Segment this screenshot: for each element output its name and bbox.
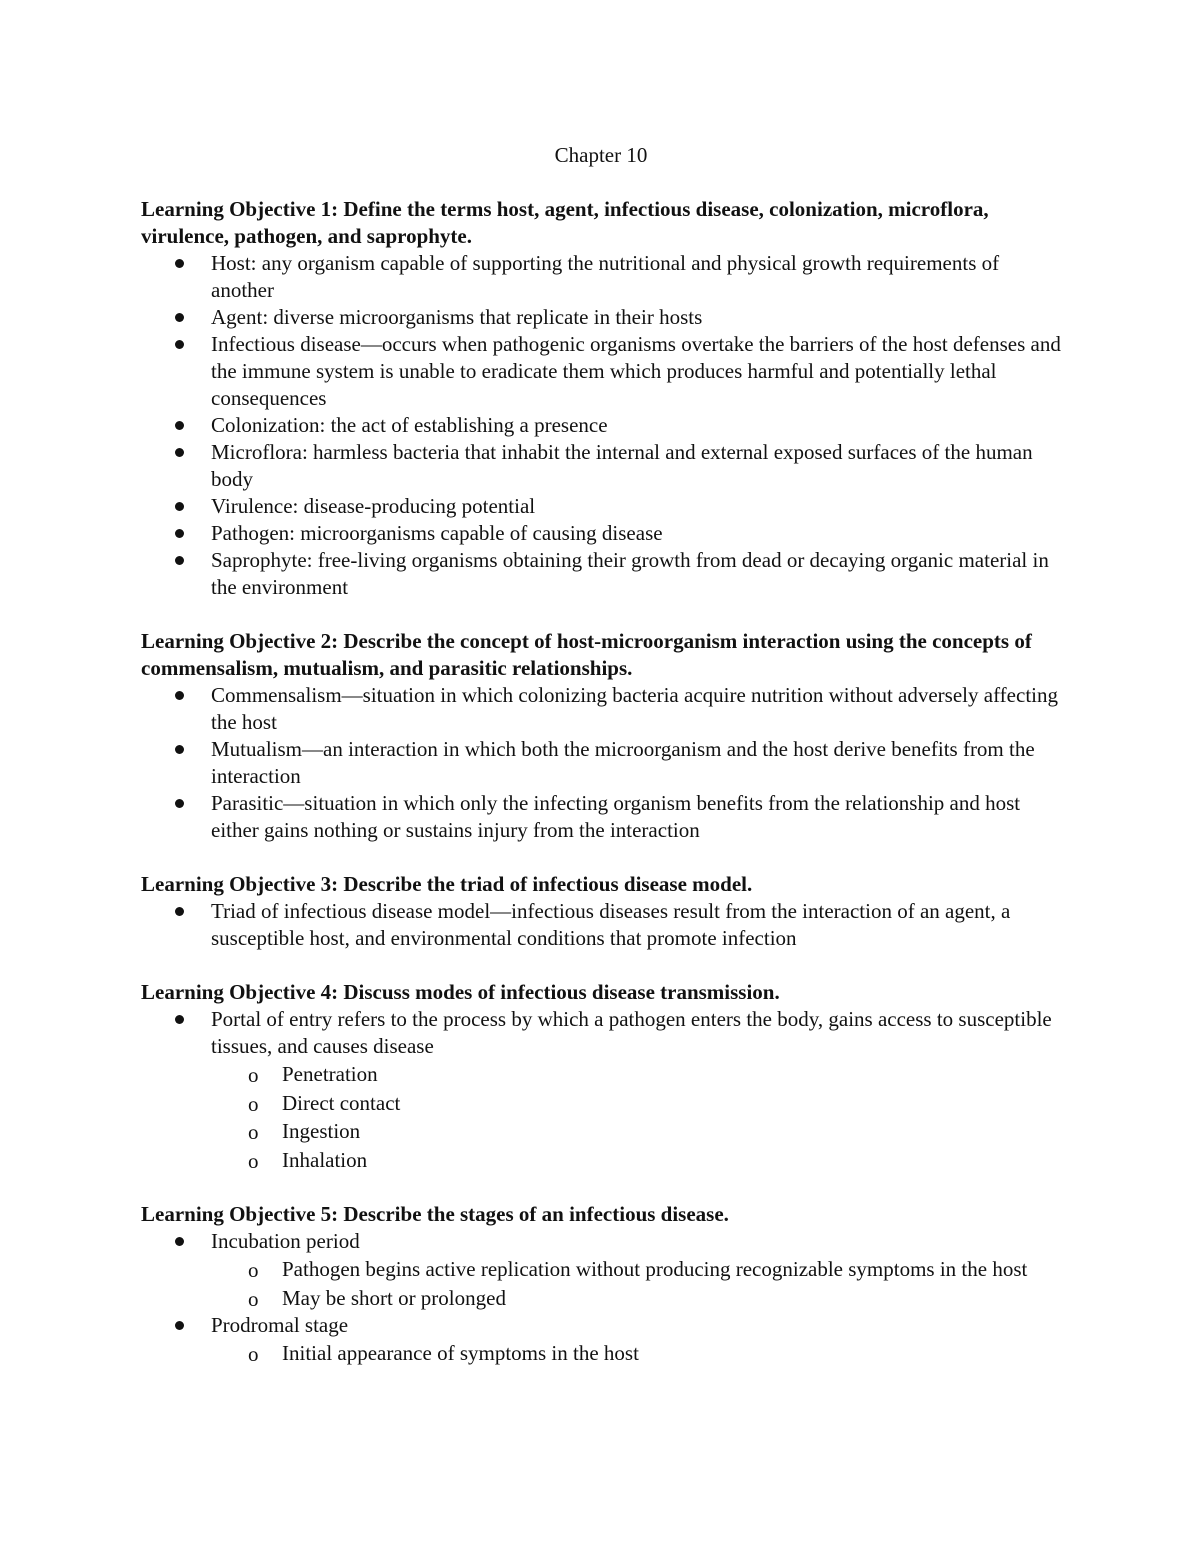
sub-list-item: [211, 1089, 1061, 1118]
learning-objective-heading: Learning Objective 2: Describe the concept of host-microorganism interaction using the concepts of commensalism, mutualism, and parasitic relationships.: [141, 629, 1032, 680]
list-item-text: Mutualism—an interaction in which both the microorganism and the host derive benefits from the interaction: [211, 737, 1035, 788]
bullet-circle-icon: o: [248, 1148, 259, 1173]
list-item: [141, 520, 1061, 547]
bullet-circle-icon: o: [248, 1258, 259, 1282]
list-item-text: Virulence: disease-producing potential: [211, 494, 536, 518]
sub-list-item-text: Pathogen begins active replication without producing recognizable symptoms in the host: [282, 1257, 1028, 1281]
list-item-text: Parasitic—situation in which only the infecting organism benefits from the relationship and host either gains nothing or sustains injury from the interaction: [211, 791, 1021, 842]
list-item: [141, 439, 1061, 493]
learning-objective-section: [141, 1201, 1061, 1368]
bullet-dot-icon: [175, 799, 184, 808]
sub-list-item: [211, 1339, 1061, 1368]
list-item: [141, 547, 1061, 601]
list-item: [141, 1228, 1061, 1312]
sub-list-item-text: Penetration: [282, 1062, 378, 1086]
bullet-circle-icon: o: [248, 1286, 259, 1311]
list-item: [141, 412, 1061, 439]
learning-objective-heading: Learning Objective 5: Describe the stages of an infectious disease.: [141, 1202, 729, 1226]
sub-list-item: [211, 1060, 1061, 1089]
bullet-dot-icon: [175, 907, 184, 916]
sub-list-item: [211, 1117, 1061, 1146]
bullet-list: [141, 898, 1061, 952]
bullet-circle-icon: o: [248, 1063, 259, 1087]
bullet-list: [141, 1006, 1061, 1174]
objectives-container: [141, 196, 1061, 1368]
list-item-text: Infectious disease—occurs when pathogenic organisms overtake the barriers of the host defenses and the immune system is unable to eradicate them which produces harmful and potentially lethal consequences: [211, 332, 1061, 410]
bullet-dot-icon: [175, 691, 184, 700]
bullet-list: [141, 250, 1061, 601]
bullet-dot-icon: [175, 421, 184, 430]
list-item: [141, 790, 1061, 844]
bullet-dot-icon: [175, 1237, 184, 1246]
sub-list-item-text: Direct contact: [282, 1090, 401, 1115]
bullet-dot-icon: [175, 448, 184, 457]
list-item: [141, 493, 1061, 520]
bullet-dot-icon: [175, 1015, 184, 1024]
bullet-dot-icon: [175, 556, 184, 565]
list-item-text: Portal of entry refers to the process by which a pathogen enters the body, gains access to susceptible tissues, and causes disease: [211, 1007, 1052, 1058]
list-item-text: Microflora: harmless bacteria that inhabit the internal and external exposed surfaces of the human body: [211, 440, 1033, 491]
list-item: [141, 250, 1061, 304]
sub-bullet-list: [211, 1060, 1061, 1174]
list-item: [141, 1312, 1061, 1368]
learning-objective-heading: Learning Objective 4: Discuss modes of infectious disease transmission.: [141, 980, 780, 1004]
list-item: [141, 682, 1061, 736]
list-item: [141, 304, 1061, 331]
learning-objective-section: [141, 871, 1061, 952]
document-page: [141, 142, 1061, 1395]
sub-list-item: [211, 1255, 1061, 1284]
bullet-circle-icon: o: [248, 1342, 259, 1366]
learning-objective-section: [141, 196, 1061, 601]
list-item: [141, 331, 1061, 412]
list-item-text: Triad of infectious disease model—infectious diseases result from the interaction of an agent, a susceptible host, and environmental conditions that promote infection: [211, 899, 1011, 950]
list-item-text: Host: any organism capable of supporting the nutritional and physical growth requirements of another: [211, 251, 1000, 302]
sub-list-item-text: Ingestion: [282, 1119, 361, 1143]
learning-objective-section: [141, 628, 1061, 844]
sub-list-item-text: Initial appearance of symptoms in the host: [282, 1341, 639, 1365]
bullet-list: [141, 1228, 1061, 1368]
list-item: [141, 736, 1061, 790]
sub-list-item: [211, 1146, 1061, 1175]
sub-bullet-list: [211, 1255, 1061, 1312]
bullet-dot-icon: [175, 502, 184, 511]
sub-list-item-text: May be short or prolonged: [282, 1285, 506, 1310]
bullet-dot-icon: [175, 529, 184, 538]
bullet-dot-icon: [175, 259, 184, 268]
list-item-text: Agent: diverse microorganisms that replicate in their hosts: [211, 305, 703, 329]
chapter-title: Chapter 10: [554, 143, 648, 167]
learning-objective-section: [141, 979, 1061, 1174]
learning-objective-heading: Learning Objective 1: Define the terms host, agent, infectious disease, colonization, microflora, virulence, pathogen, and saprophyte.: [141, 197, 989, 248]
sub-list-item: [211, 1284, 1061, 1313]
bullet-dot-icon: [175, 1321, 184, 1330]
list-item: [141, 1006, 1061, 1174]
list-item-text: Pathogen: microorganisms capable of causing disease: [211, 521, 663, 545]
list-item: [141, 898, 1061, 952]
sub-bullet-list: [211, 1339, 1061, 1368]
bullet-dot-icon: [175, 313, 184, 322]
bullet-circle-icon: o: [248, 1120, 259, 1144]
list-item-text: Incubation period: [211, 1229, 360, 1253]
list-item-text: Saprophyte: free-living organisms obtaining their growth from dead or decaying organic material in the environment: [211, 548, 1049, 599]
learning-objective-heading: Learning Objective 3: Describe the triad of infectious disease model.: [141, 872, 753, 896]
bullet-dot-icon: [175, 745, 184, 754]
list-item-text: Prodromal stage: [211, 1313, 349, 1337]
bullet-list: [141, 682, 1061, 844]
bullet-circle-icon: o: [248, 1091, 259, 1116]
sub-list-item-text: Inhalation: [282, 1147, 368, 1172]
list-item-text: Colonization: the act of establishing a presence: [211, 413, 608, 437]
bullet-dot-icon: [175, 340, 184, 349]
list-item-text: Commensalism—situation in which colonizing bacteria acquire nutrition without adversely affecting the host: [211, 683, 1058, 734]
